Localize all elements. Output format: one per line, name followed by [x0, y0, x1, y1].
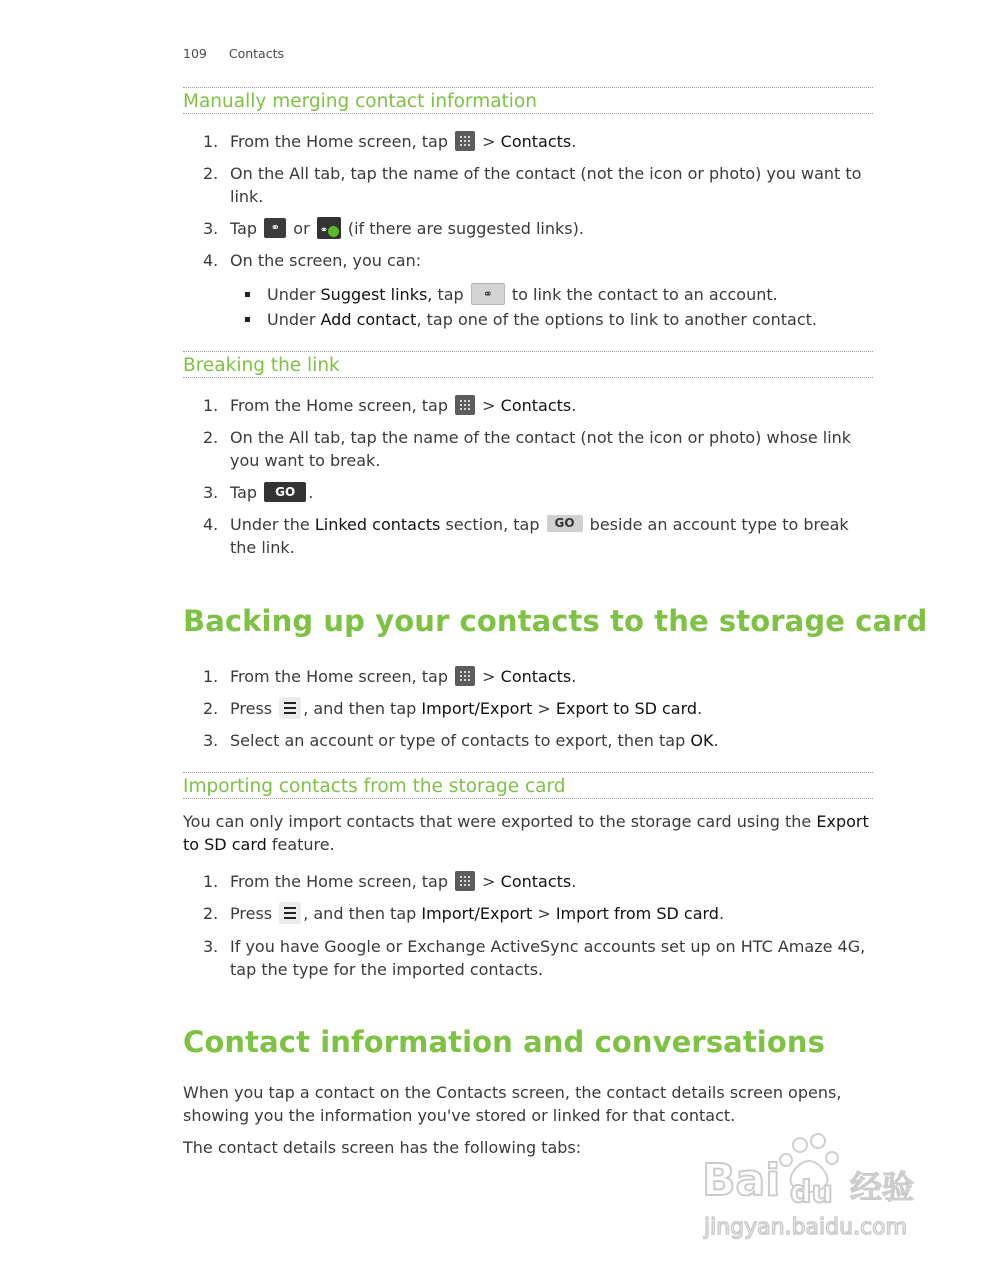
- link-icon: ⚭: [471, 283, 505, 305]
- all-apps-icon: [455, 871, 475, 891]
- step-number: 3.: [203, 731, 219, 750]
- step-item: [183, 665, 873, 688]
- step-number: 1.: [203, 396, 219, 415]
- baidu-watermark-graphic: [700, 1130, 940, 1250]
- step-item: [183, 513, 873, 559]
- bullet-marker: [245, 317, 250, 322]
- bullet-text: Under Suggest links, tap ⚭ to link the contact to an account.: [267, 283, 865, 306]
- step-text: If you have Google or Exchange ActiveSync accounts set up on HTC Amaze 4G, tap the type for the imported contacts.: [230, 937, 866, 979]
- step-number: 1.: [203, 872, 219, 891]
- step-number: 3.: [203, 483, 219, 502]
- svg-text:经验: 经验: [850, 1168, 915, 1206]
- intro-paragraph: You can only import contacts that were exported to the storage card using the Export to SD card feature.: [183, 812, 869, 854]
- step-number: 1.: [203, 132, 219, 151]
- link-icon: ⚭: [264, 218, 286, 238]
- step-item: [183, 729, 873, 752]
- svg-text:du: du: [790, 1175, 833, 1210]
- step-text: From the Home screen, tap > Contacts.: [230, 872, 577, 891]
- section-heading-merging: Manually merging contact information: [183, 87, 873, 114]
- step-item: [183, 217, 873, 240]
- step-number: 4.: [203, 515, 219, 534]
- step-item: [183, 481, 873, 504]
- section-heading-importing: Importing contacts from the storage card: [183, 772, 873, 799]
- step-text: On the All tab, tap the name of the contact (not the icon or photo) you want to link.: [230, 164, 862, 206]
- step-item: [183, 870, 873, 893]
- step-item: [183, 697, 873, 720]
- page-number: 109: [183, 46, 207, 61]
- step-number: 4.: [203, 251, 219, 270]
- step-text: On the screen, you can:: [230, 251, 422, 270]
- page-header: [183, 46, 284, 61]
- step-item: [183, 935, 873, 981]
- step-item: [183, 394, 873, 417]
- body-paragraph: The contact details screen has the following tabs:: [183, 1138, 582, 1157]
- step-text: Tap ⚭ or ⚭ (if there are suggested links).: [230, 217, 873, 240]
- break-link-icon: GO: [264, 482, 306, 502]
- step-item: [183, 902, 873, 925]
- svg-text:Bai: Bai: [702, 1155, 781, 1206]
- step-number: 3.: [203, 219, 219, 238]
- step-number: 2.: [203, 164, 219, 183]
- section-heading-contact-info: Contact information and conversations: [183, 1025, 825, 1059]
- step-item: [183, 249, 873, 272]
- bullet-item: [245, 308, 865, 331]
- step-text: Select an account or type of contacts to export, then tap OK.: [230, 731, 719, 750]
- svg-text:jingyan.baidu.com: jingyan.baidu.com: [704, 1215, 908, 1240]
- step-text: From the Home screen, tap > Contacts.: [230, 396, 577, 415]
- step-text: From the Home screen, tap > Contacts.: [230, 132, 577, 151]
- step-number: 2.: [203, 428, 219, 447]
- section-heading-backup: Backing up your contacts to the storage card: [183, 604, 928, 638]
- step-text: Press , and then tap Import/Export > Export to SD card.: [230, 697, 873, 720]
- step-number: 1.: [203, 667, 219, 686]
- step-number: 2.: [203, 699, 219, 718]
- body-paragraph: When you tap a contact on the Contacts screen, the contact details screen opens, showing you the information you've stored or linked for that contact.: [183, 1083, 842, 1125]
- section-heading-breaking: Breaking the link: [183, 351, 873, 378]
- step-item: [183, 162, 873, 208]
- step-item: [183, 130, 873, 153]
- step-text: From the Home screen, tap > Contacts.: [230, 667, 577, 686]
- step-text: Press , and then tap Import/Export > Import from SD card.: [230, 902, 873, 925]
- bullet-item: [245, 283, 865, 306]
- step-item: [183, 426, 873, 472]
- step-number: 2.: [203, 904, 219, 923]
- all-apps-icon: [455, 131, 475, 151]
- menu-icon: [279, 697, 301, 719]
- running-section-title: Contacts: [228, 46, 284, 61]
- suggested-link-icon: ⚭: [317, 217, 341, 239]
- menu-icon: [279, 902, 301, 924]
- step-text: Tap GO .: [230, 483, 314, 502]
- all-apps-icon: [455, 666, 475, 686]
- step-text: On the All tab, tap the name of the contact (not the icon or photo) whose link you want to break.: [230, 428, 852, 470]
- bullet-text: Under Add contact, tap one of the options to link to another contact.: [267, 310, 817, 329]
- step-text: Under the Linked contacts section, tap GO beside an account type to break the link.: [230, 515, 849, 557]
- all-apps-icon: [455, 395, 475, 415]
- bullet-marker: [245, 292, 250, 297]
- baidu-watermark-logo: [700, 1130, 940, 1250]
- break-link-icon: GO: [547, 515, 583, 532]
- step-number: 3.: [203, 937, 219, 956]
